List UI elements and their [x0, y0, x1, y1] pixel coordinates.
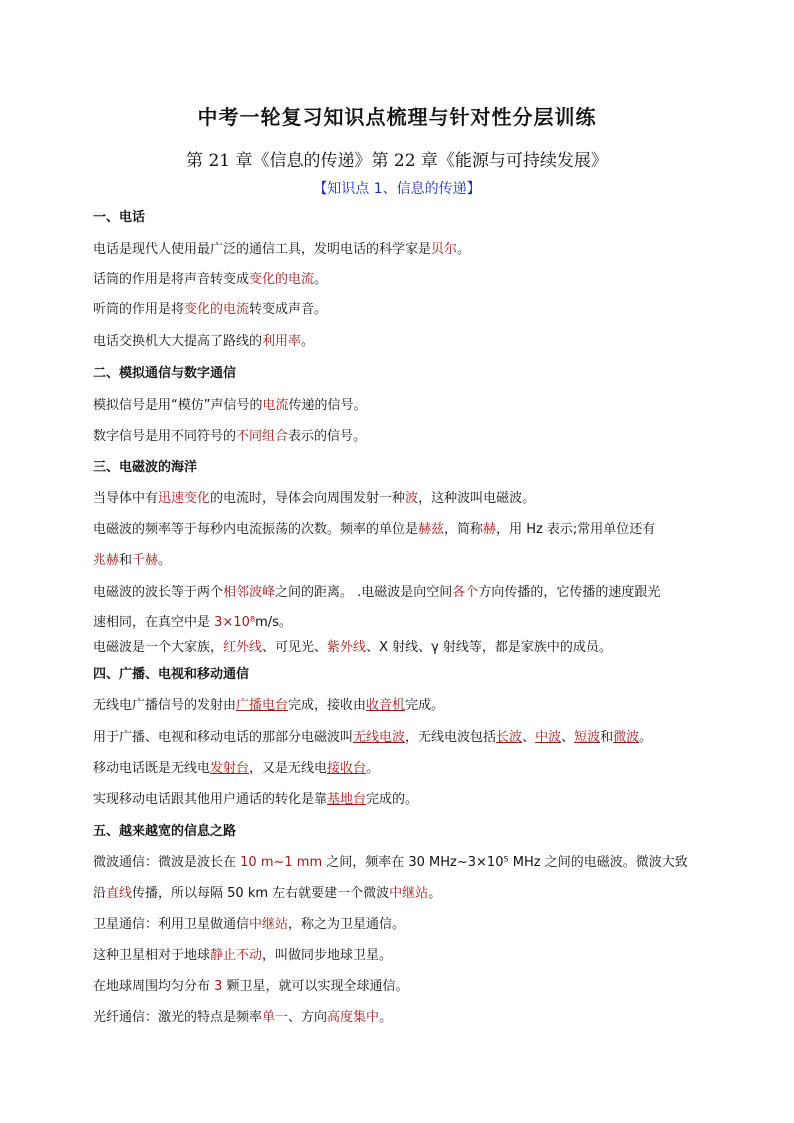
answer-term: 单一: [262, 1010, 289, 1025]
answer-term: 赫: [483, 522, 497, 537]
answer-term: 赫兹: [418, 522, 445, 537]
text-run: 沿: [93, 886, 107, 901]
text-run: 电磁波的频率等于每秒内电流振荡的次数。频率的单位是: [93, 522, 419, 537]
text-run: 移动电话既是无线电: [93, 761, 211, 776]
answer-term: 3×10⁸: [214, 615, 256, 630]
page-title: 中考一轮复习知识点梳理与针对性分层训练: [197, 105, 597, 129]
text-run: 。: [379, 1010, 393, 1025]
text-run: ，叫做同步地球卫星。: [262, 948, 393, 963]
text-run: 速相同，在真空中是: [93, 615, 215, 630]
text-line: [93, 788, 418, 807]
answer-term: 紫外线: [327, 640, 367, 655]
text-run: 和: [119, 553, 133, 568]
text-run: 的电流时，导体会向周围发射一种: [210, 491, 406, 506]
knowledge-point-heading: 【知识点 1、信息的传递】: [313, 181, 481, 197]
answer-term: 波: [405, 491, 419, 506]
text-run: 、可见光、: [262, 640, 328, 655]
text-line: [93, 518, 655, 537]
answer-term: 利用率: [262, 334, 302, 349]
text-line: [93, 975, 409, 994]
text-run: 之间，频率在 30 MHz~3×10⁵ MHz 之间的电磁波。微波大致: [322, 855, 688, 870]
text-run: ，无线电波包括: [405, 730, 497, 745]
text-line: [93, 611, 292, 630]
text-run: 无线电广播信号的发射由: [93, 698, 237, 713]
text-run: 转变成声音。: [249, 302, 328, 317]
text-line: [93, 330, 314, 349]
text-line: [93, 298, 327, 317]
answer-term: 千赫: [132, 553, 159, 568]
text-run: 表示的信号。: [288, 429, 367, 444]
answer-term: 基地台: [327, 792, 367, 807]
text-run: 电话是现代人使用最广泛的通信工具，发明电话的科学家是: [93, 242, 432, 257]
text-run: 。: [457, 242, 471, 257]
answer-term: 长波: [496, 730, 523, 745]
text-run: 。: [158, 553, 172, 568]
text-run: 话筒的作用是将声音转变成: [93, 272, 250, 287]
text-line: [93, 726, 652, 745]
answer-term: 迅速变化: [158, 491, 211, 506]
answer-term: 高度集中: [327, 1010, 380, 1025]
text-run: 模拟信号是用“模仿”声信号的: [93, 398, 263, 413]
text-run: 实现移动电话跟其他用户通话的转化是靠: [93, 792, 328, 807]
text-line: [93, 487, 535, 506]
text-run: 传递的信号。: [288, 398, 367, 413]
text-line: [93, 581, 660, 600]
answer-term: 中继站: [249, 917, 289, 932]
text-run: 数字信号是用不同符号的: [93, 429, 237, 444]
text-run: 之间的距离。 .电磁波是向空间: [275, 585, 453, 600]
text-run: 用于广播、电视和移动电话的那部分电磁波叫: [93, 730, 354, 745]
text-run: ，用 Hz 表示;常用单位还有: [496, 522, 656, 537]
text-run: 听筒的作用是将: [93, 302, 185, 317]
answer-term: 收音机: [366, 698, 406, 713]
answer-term: 不同组合: [236, 429, 289, 444]
text-run: 。: [366, 761, 380, 776]
text-line: [93, 425, 366, 444]
text-run: 完成。: [405, 698, 445, 713]
text-run: 、: [561, 730, 575, 745]
answer-term: 静止不动: [210, 948, 263, 963]
text-run: ，这种波叫电磁波。: [418, 491, 536, 506]
text-run: ，简称: [444, 522, 484, 537]
text-run: 光纤通信：激光的特点是频率: [93, 1010, 263, 1025]
text-run: 、X 射线、γ 射线等，都是家族中的成员。: [366, 640, 612, 655]
answer-term: 相邻波峰: [223, 585, 276, 600]
text-run: 电磁波是一个大家族，: [93, 640, 224, 655]
answer-term: 红外线: [223, 640, 263, 655]
section-heading-analog-digital: 二、模拟通信与数字通信: [93, 366, 237, 381]
text-run: 传播，所以每隔 50 km 左右就要建一个微波: [132, 886, 390, 901]
text-run: 完成的。: [366, 792, 419, 807]
text-line: [93, 882, 441, 901]
answer-term: 广播电台: [236, 698, 289, 713]
text-line: [93, 757, 379, 776]
answer-term: 发射台: [210, 761, 250, 776]
answer-term: 直线: [106, 886, 133, 901]
text-line: [93, 636, 612, 655]
text-run: 。: [301, 334, 315, 349]
text-run: 颗卫星，就可以实现全球通信。: [222, 979, 409, 994]
answer-term: 变化的电流: [249, 272, 315, 287]
text-run: 在地球周围均匀分布: [93, 979, 215, 994]
answer-term: 接收台: [327, 761, 367, 776]
text-run: 、: [522, 730, 536, 745]
text-line: [93, 1006, 392, 1025]
answer-term: 变化的电流: [184, 302, 250, 317]
answer-term: 电流: [262, 398, 289, 413]
text-run: 这种卫星相对于地球: [93, 948, 211, 963]
text-run: 。: [428, 886, 442, 901]
text-line: [93, 913, 405, 932]
text-run: m/s。: [255, 615, 292, 630]
answer-term: 无线电波: [353, 730, 406, 745]
section-heading-em-waves: 三、电磁波的海洋: [93, 460, 198, 475]
text-run: 电磁波的波长等于两个: [93, 585, 224, 600]
answer-term: 10 m~1 mm: [240, 855, 323, 870]
answer-term: 短波: [574, 730, 601, 745]
section-heading-telephone: 一、电话: [93, 210, 146, 225]
section-heading-info-highway: 五、越来越宽的信息之路: [93, 824, 237, 839]
text-line: [93, 851, 688, 870]
answer-term: 兆赫: [93, 553, 120, 568]
text-line: [93, 694, 444, 713]
text-run: 。: [639, 730, 653, 745]
answer-term: 微波: [613, 730, 640, 745]
text-run: 微波通信：微波是波长在: [93, 855, 241, 870]
text-run: ，又是无线电: [249, 761, 328, 776]
answer-term: 中继站: [389, 886, 429, 901]
text-line: [93, 549, 171, 568]
answer-term: 贝尔: [431, 242, 458, 257]
section-heading-broadcast: 四、广播、电视和移动通信: [93, 667, 250, 682]
answer-term: 中波: [535, 730, 562, 745]
text-run: 方向传播的，它传播的速度跟光: [478, 585, 661, 600]
text-line: [93, 944, 392, 963]
text-run: 电话交换机大大提高了路线的: [93, 334, 263, 349]
text-run: 卫星通信：利用卫星做通信: [93, 917, 250, 932]
text-run: 完成，接收由: [288, 698, 367, 713]
answer-term: 3: [214, 979, 223, 994]
text-run: 当导体中有: [93, 491, 159, 506]
text-line: [93, 394, 367, 413]
answer-term: 各个: [452, 585, 479, 600]
text-line: [93, 238, 470, 257]
page-subtitle: 第 21 章《信息的传递》第 22 章《能源与可持续发展》: [186, 151, 608, 171]
text-run: 、方向: [288, 1010, 328, 1025]
text-run: 。: [314, 272, 328, 287]
text-line: [93, 268, 327, 287]
text-run: 和: [600, 730, 614, 745]
text-run: ，称之为卫星通信。: [288, 917, 406, 932]
